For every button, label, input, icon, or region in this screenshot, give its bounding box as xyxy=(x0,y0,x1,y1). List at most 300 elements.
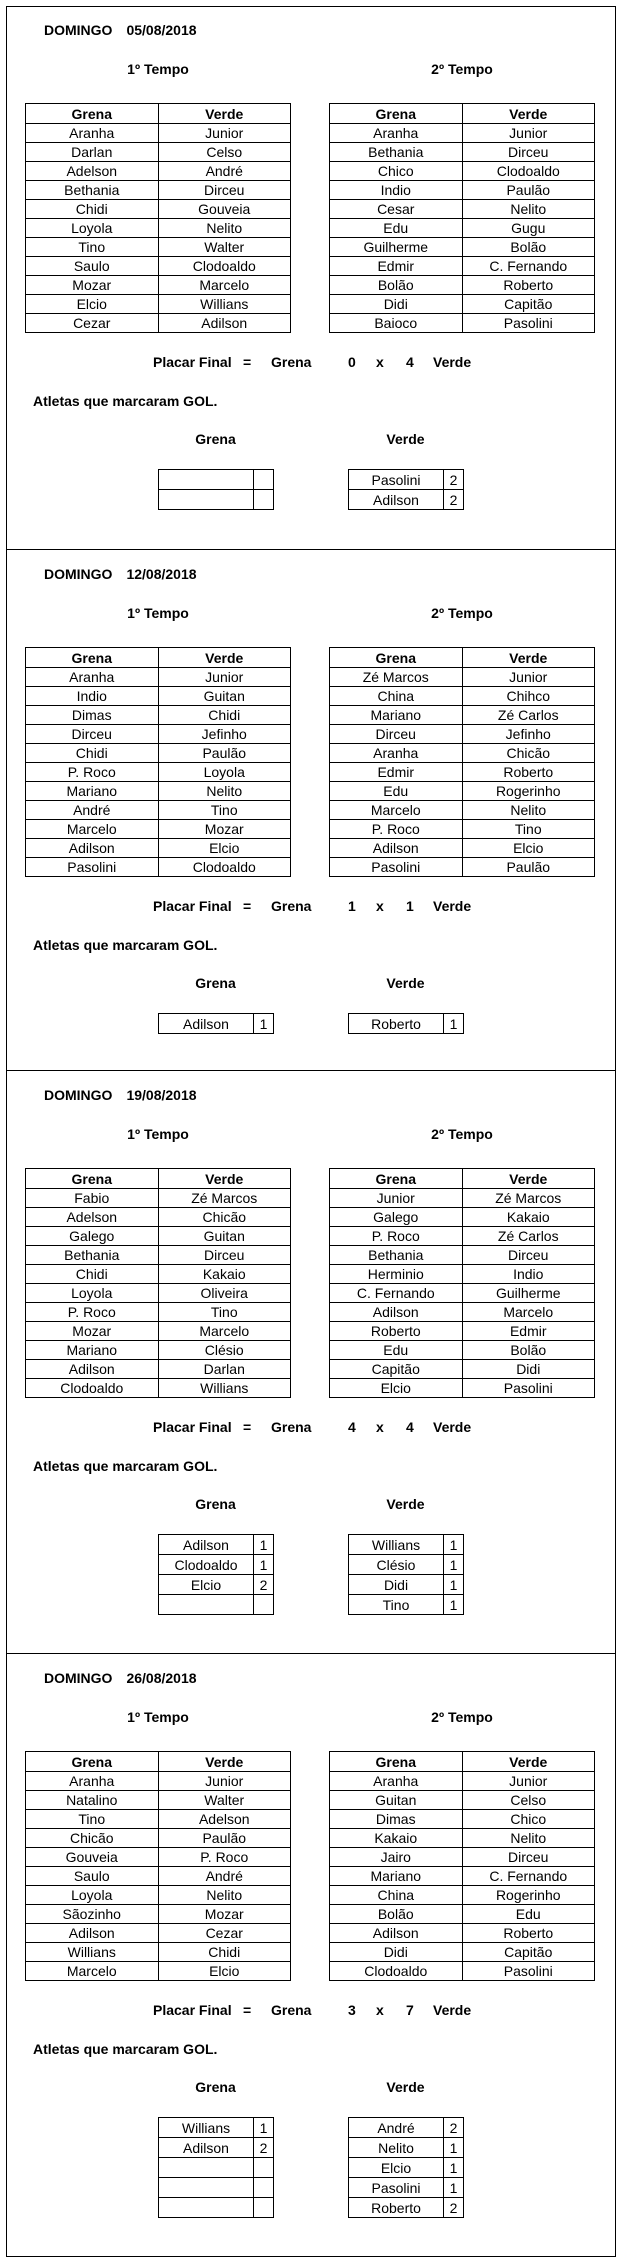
second-half-lineup-table xyxy=(329,103,595,333)
scorer-row xyxy=(159,1575,274,1595)
scorer-name: Clodoaldo xyxy=(159,1555,254,1575)
verde-player: Guilherme xyxy=(462,1284,595,1303)
lineup-row xyxy=(26,782,291,801)
lineup-row xyxy=(330,1867,595,1886)
lineup-row xyxy=(26,1227,291,1246)
lineup-header-row xyxy=(26,104,291,124)
scorer-goals: 1 xyxy=(444,2158,464,2178)
lineup-row xyxy=(330,314,595,333)
scorer-row xyxy=(159,1555,274,1575)
grena-player: P. Roco xyxy=(26,1303,159,1322)
lineup-row xyxy=(26,181,291,200)
grena-player: Sãozinho xyxy=(26,1905,159,1924)
verde-player: Chihco xyxy=(462,687,595,706)
verde-player: Elcio xyxy=(158,1962,291,1981)
lineup-header-row xyxy=(26,1169,291,1189)
verde-player: Kakaio xyxy=(462,1208,595,1227)
second-half-lineup-table xyxy=(329,647,595,877)
col-header-grena: Grena xyxy=(330,1169,463,1189)
game-date: 05/08/2018 xyxy=(126,22,197,38)
grena-player: Herminio xyxy=(330,1265,463,1284)
game-title xyxy=(44,1087,197,1103)
scorer-name xyxy=(159,490,254,510)
verde-player: Chidi xyxy=(158,706,291,725)
first-half-lineup-table xyxy=(25,647,291,877)
lineup-header-row xyxy=(330,104,595,124)
lineup-row xyxy=(26,276,291,295)
lineup-row xyxy=(26,162,291,181)
score-verde: 4 xyxy=(406,354,414,370)
grena-player: Edu xyxy=(330,219,463,238)
grena-player: Clodoaldo xyxy=(330,1962,463,1981)
verde-player: Nelito xyxy=(158,1886,291,1905)
lineup-row xyxy=(330,219,595,238)
grena-player: Chico xyxy=(330,162,463,181)
grena-player: Cezar xyxy=(26,314,159,333)
grena-player: Mozar xyxy=(26,1322,159,1341)
grena-player: Bethania xyxy=(330,143,463,162)
scorer-goals xyxy=(254,470,274,490)
lineup-row xyxy=(330,162,595,181)
lineup-row xyxy=(26,744,291,763)
scorer-name: Clésio xyxy=(349,1555,444,1575)
scorer-goals: 1 xyxy=(444,1535,464,1555)
scorers-heading: Atletas que marcaram GOL. xyxy=(33,393,218,409)
grena-player: Mariano xyxy=(330,706,463,725)
lineup-row xyxy=(330,839,595,858)
scorers-heading: Atletas que marcaram GOL. xyxy=(33,2041,218,2057)
grena-player: Natalino xyxy=(26,1791,159,1810)
verde-player: Celso xyxy=(158,143,291,162)
lineup-row xyxy=(26,200,291,219)
grena-player: Bethania xyxy=(26,1246,159,1265)
verde-player: Paulão xyxy=(158,744,291,763)
verde-player: Gouveia xyxy=(158,200,291,219)
lineup-header-row xyxy=(26,648,291,668)
lineup-row xyxy=(26,1886,291,1905)
score-x: x xyxy=(376,354,384,370)
grena-player: Adilson xyxy=(26,839,159,858)
col-header-grena: Grena xyxy=(26,104,159,124)
match-report-page xyxy=(6,6,616,2257)
lineup-row xyxy=(26,763,291,782)
grena-player: Roberto xyxy=(330,1322,463,1341)
lineup-row xyxy=(26,257,291,276)
scorer-row xyxy=(159,2118,274,2138)
grena-player: Marcelo xyxy=(330,801,463,820)
scorer-row xyxy=(349,2198,464,2218)
scorer-goals: 2 xyxy=(444,490,464,510)
verde-player: Loyola xyxy=(158,763,291,782)
lineup-row xyxy=(26,124,291,143)
day-label: DOMINGO xyxy=(44,1087,113,1103)
grena-player: Loyola xyxy=(26,1886,159,1905)
grena-player: Aranha xyxy=(330,744,463,763)
verde-player: Edmir xyxy=(462,1322,595,1341)
grena-player: Gouveia xyxy=(26,1848,159,1867)
grena-player: Cesar xyxy=(330,200,463,219)
lineup-row xyxy=(330,668,595,687)
lineup-row xyxy=(26,238,291,257)
scorer-name: André xyxy=(349,2118,444,2138)
scorer-goals xyxy=(254,2158,274,2178)
verde-player: Junior xyxy=(462,124,595,143)
scorer-goals xyxy=(254,1595,274,1615)
grena-player: Adelson xyxy=(26,162,159,181)
score-grena: 3 xyxy=(348,2002,356,2018)
scorer-goals: 2 xyxy=(444,2198,464,2218)
verde-player: Adilson xyxy=(158,314,291,333)
verde-player: Oliveira xyxy=(158,1284,291,1303)
lineup-row xyxy=(330,1227,595,1246)
grena-player: Jairo xyxy=(330,1848,463,1867)
lineup-row xyxy=(26,1867,291,1886)
verde-player: Nelito xyxy=(158,219,291,238)
second-half-lineup-table xyxy=(329,1751,595,1981)
verde-player: Clodoaldo xyxy=(158,257,291,276)
lineup-row xyxy=(26,314,291,333)
grena-player: Mariano xyxy=(26,1341,159,1360)
first-half-lineup-table xyxy=(25,103,291,333)
grena-player: Aranha xyxy=(330,1772,463,1791)
score-team-verde: Verde xyxy=(433,1419,472,1435)
scorer-name: Adilson xyxy=(159,1014,254,1034)
verde-player: Marcelo xyxy=(158,276,291,295)
second-half-lineup-table xyxy=(329,1168,595,1398)
verde-player: Nelito xyxy=(462,200,595,219)
grena-player: Bethania xyxy=(330,1246,463,1265)
lineup-row xyxy=(330,1886,595,1905)
lineup-row xyxy=(330,725,595,744)
score-team-verde: Verde xyxy=(433,2002,472,2018)
scorer-row xyxy=(349,1535,464,1555)
grena-player: Willians xyxy=(26,1943,159,1962)
score-team-grena: Grena xyxy=(271,1419,312,1435)
game-section xyxy=(7,1070,615,1653)
verde-player: Roberto xyxy=(462,276,595,295)
scorer-name: Elcio xyxy=(159,1575,254,1595)
scorer-row xyxy=(159,1014,274,1034)
lineup-row xyxy=(330,1848,595,1867)
scorer-goals: 1 xyxy=(254,2118,274,2138)
grena-player: Dirceu xyxy=(330,725,463,744)
game-title xyxy=(44,1670,197,1686)
scorer-row xyxy=(349,1555,464,1575)
score-grena: 1 xyxy=(348,898,356,914)
lineup-row xyxy=(26,687,291,706)
lineup-row xyxy=(26,1829,291,1848)
col-header-verde: Verde xyxy=(158,104,291,124)
col-header-verde: Verde xyxy=(462,1752,595,1772)
scorer-goals: 2 xyxy=(254,2138,274,2158)
scorer-row xyxy=(349,2158,464,2178)
lineup-row xyxy=(330,1284,595,1303)
lineup-row xyxy=(330,143,595,162)
lineup-row xyxy=(26,1341,291,1360)
placar-final-label: Placar Final xyxy=(153,354,232,370)
scorer-name: Elcio xyxy=(349,2158,444,2178)
game-date: 26/08/2018 xyxy=(126,1670,197,1686)
verde-player: Chicão xyxy=(462,744,595,763)
verde-player: Kakaio xyxy=(158,1265,291,1284)
verde-player: Capitão xyxy=(462,295,595,314)
grena-player: Mozar xyxy=(26,276,159,295)
grena-player: Chicão xyxy=(26,1829,159,1848)
scorer-name: Didi xyxy=(349,1575,444,1595)
scorers-team-grena: Grena xyxy=(195,431,236,447)
lineup-row xyxy=(26,725,291,744)
grena-player: Didi xyxy=(330,1943,463,1962)
score-grena: 0 xyxy=(348,354,356,370)
verde-player: Chico xyxy=(462,1810,595,1829)
lineup-row xyxy=(330,1379,595,1398)
equals-sign: = xyxy=(243,1419,252,1435)
score-x: x xyxy=(376,1419,384,1435)
verde-player: Walter xyxy=(158,1791,291,1810)
grena-player: Capitão xyxy=(330,1360,463,1379)
grena-player: Adelson xyxy=(26,1208,159,1227)
scorers-table-verde xyxy=(348,1013,464,1034)
verde-player: Paulão xyxy=(158,1829,291,1848)
scorers-table-grena xyxy=(158,1534,274,1615)
score-team-verde: Verde xyxy=(433,898,472,914)
scorers-team-verde: Verde xyxy=(386,431,425,447)
lineup-row xyxy=(26,1905,291,1924)
grena-player: P. Roco xyxy=(26,763,159,782)
lineup-row xyxy=(330,276,595,295)
col-header-verde: Verde xyxy=(462,648,595,668)
scorer-name: Adilson xyxy=(159,2138,254,2158)
verde-player: Pasolini xyxy=(462,1962,595,1981)
game-section xyxy=(7,549,615,1070)
verde-player: Zé Carlos xyxy=(462,706,595,725)
grena-player: Junior xyxy=(330,1189,463,1208)
grena-player: Tino xyxy=(26,238,159,257)
lineup-header-row xyxy=(330,1752,595,1772)
col-header-grena: Grena xyxy=(26,1752,159,1772)
scorer-goals: 1 xyxy=(444,1555,464,1575)
scorers-table-verde xyxy=(348,469,464,510)
placar-final-label: Placar Final xyxy=(153,2002,232,2018)
verde-player: André xyxy=(158,1867,291,1886)
grena-player: Zé Marcos xyxy=(330,668,463,687)
lineup-row xyxy=(330,1246,595,1265)
grena-player: Loyola xyxy=(26,219,159,238)
game-date: 19/08/2018 xyxy=(126,1087,197,1103)
grena-player: China xyxy=(330,1886,463,1905)
scorer-goals: 1 xyxy=(254,1535,274,1555)
lineup-row xyxy=(26,1303,291,1322)
verde-player: Pasolini xyxy=(462,314,595,333)
verde-player: Roberto xyxy=(462,763,595,782)
verde-player: C. Fernando xyxy=(462,1867,595,1886)
verde-player: Junior xyxy=(158,668,291,687)
col-header-grena: Grena xyxy=(330,648,463,668)
grena-player: Adilson xyxy=(330,839,463,858)
verde-player: Nelito xyxy=(462,801,595,820)
grena-player: Galego xyxy=(26,1227,159,1246)
col-header-grena: Grena xyxy=(330,104,463,124)
lineup-row xyxy=(330,1924,595,1943)
verde-player: Junior xyxy=(462,1772,595,1791)
grena-player: Mariano xyxy=(26,782,159,801)
verde-player: Paulão xyxy=(462,858,595,877)
grena-player: Edu xyxy=(330,782,463,801)
scorer-name xyxy=(159,2158,254,2178)
lineup-row xyxy=(330,1208,595,1227)
verde-player: Dirceu xyxy=(158,1246,291,1265)
lineup-row xyxy=(330,1962,595,1981)
grena-player: Aranha xyxy=(330,124,463,143)
scorer-name: Nelito xyxy=(349,2138,444,2158)
lineup-row xyxy=(330,1322,595,1341)
verde-player: Capitão xyxy=(462,1943,595,1962)
verde-player: Roberto xyxy=(462,1924,595,1943)
lineup-row xyxy=(26,801,291,820)
second-half-title: 2º Tempo xyxy=(431,1126,493,1142)
verde-player: Jefinho xyxy=(462,725,595,744)
placar-final-label: Placar Final xyxy=(153,1419,232,1435)
grena-player: Mariano xyxy=(330,1867,463,1886)
lineup-row xyxy=(26,1246,291,1265)
col-header-verde: Verde xyxy=(158,1169,291,1189)
scorers-team-verde: Verde xyxy=(386,1496,425,1512)
grena-player: Chidi xyxy=(26,200,159,219)
scorer-row xyxy=(159,2138,274,2158)
scorers-team-grena: Grena xyxy=(195,975,236,991)
verde-player: Rogerinho xyxy=(462,782,595,801)
scorers-team-verde: Verde xyxy=(386,975,425,991)
lineup-row xyxy=(330,1341,595,1360)
scorer-name xyxy=(159,1595,254,1615)
verde-player: Bolão xyxy=(462,1341,595,1360)
grena-player: Pasolini xyxy=(330,858,463,877)
lineup-row xyxy=(330,1810,595,1829)
score-x: x xyxy=(376,2002,384,2018)
score-verde: 7 xyxy=(406,2002,414,2018)
scorer-row xyxy=(159,470,274,490)
verde-player: Pasolini xyxy=(462,1379,595,1398)
first-half-title: 1º Tempo xyxy=(127,61,189,77)
lineup-row xyxy=(26,839,291,858)
col-header-grena: Grena xyxy=(26,648,159,668)
verde-player: Guitan xyxy=(158,687,291,706)
lineup-row xyxy=(26,1943,291,1962)
scorer-goals: 1 xyxy=(444,2178,464,2198)
grena-player: Darlan xyxy=(26,143,159,162)
col-header-verde: Verde xyxy=(462,1169,595,1189)
lineup-row xyxy=(330,1943,595,1962)
second-half-title: 2º Tempo xyxy=(431,605,493,621)
lineup-row xyxy=(330,1791,595,1810)
grena-player: P. Roco xyxy=(330,820,463,839)
col-header-grena: Grena xyxy=(330,1752,463,1772)
game-section xyxy=(7,1653,615,2256)
equals-sign: = xyxy=(243,2002,252,2018)
grena-player: Aranha xyxy=(26,124,159,143)
scorer-row xyxy=(159,1535,274,1555)
verde-player: Clodoaldo xyxy=(462,162,595,181)
scorer-goals xyxy=(254,2198,274,2218)
lineup-row xyxy=(330,820,595,839)
grena-player: Guitan xyxy=(330,1791,463,1810)
lineup-row xyxy=(26,1360,291,1379)
game-date: 12/08/2018 xyxy=(126,566,197,582)
grena-player: Aranha xyxy=(26,1772,159,1791)
lineup-row xyxy=(26,219,291,238)
score-grena: 4 xyxy=(348,1419,356,1435)
game-title xyxy=(44,22,197,38)
grena-player: C. Fernando xyxy=(330,1284,463,1303)
lineup-row xyxy=(330,295,595,314)
lineup-row xyxy=(330,687,595,706)
verde-player: Walter xyxy=(158,238,291,257)
verde-player: Celso xyxy=(462,1791,595,1810)
grena-player: Bethania xyxy=(26,181,159,200)
verde-player: Dirceu xyxy=(158,181,291,200)
verde-player: Nelito xyxy=(462,1829,595,1848)
verde-player: Zé Carlos xyxy=(462,1227,595,1246)
scorer-row xyxy=(349,2138,464,2158)
day-label: DOMINGO xyxy=(44,22,113,38)
scorer-row xyxy=(159,2198,274,2218)
scorers-team-grena: Grena xyxy=(195,2079,236,2095)
scorers-table-verde xyxy=(348,2117,464,2218)
verde-player: Chidi xyxy=(158,1943,291,1962)
lineup-row xyxy=(26,1924,291,1943)
scorers-table-grena xyxy=(158,1013,274,1034)
grena-player: Aranha xyxy=(26,668,159,687)
grena-player: Elcio xyxy=(26,295,159,314)
verde-player: Marcelo xyxy=(462,1303,595,1322)
lineup-row xyxy=(26,1810,291,1829)
grena-player: Elcio xyxy=(330,1379,463,1398)
lineup-row xyxy=(330,257,595,276)
lineup-header-row xyxy=(330,648,595,668)
game-title xyxy=(44,566,197,582)
score-x: x xyxy=(376,898,384,914)
scorer-goals: 1 xyxy=(444,1595,464,1615)
verde-player: P. Roco xyxy=(158,1848,291,1867)
scorer-goals: 2 xyxy=(444,470,464,490)
scorers-table-verde xyxy=(348,1534,464,1615)
lineup-row xyxy=(330,1303,595,1322)
lineup-row xyxy=(330,1905,595,1924)
lineup-row xyxy=(26,858,291,877)
day-label: DOMINGO xyxy=(44,566,113,582)
verde-player: Nelito xyxy=(158,782,291,801)
scorer-name xyxy=(159,470,254,490)
grena-player: Indio xyxy=(26,687,159,706)
lineup-row xyxy=(26,1322,291,1341)
scorer-goals: 1 xyxy=(254,1014,274,1034)
scorer-name: Willians xyxy=(349,1535,444,1555)
lineup-row xyxy=(330,200,595,219)
verde-player: Tino xyxy=(158,1303,291,1322)
first-half-title: 1º Tempo xyxy=(127,1126,189,1142)
scorer-name: Pasolini xyxy=(349,470,444,490)
scorer-row xyxy=(349,1014,464,1034)
verde-player: Junior xyxy=(158,1772,291,1791)
scorers-table-grena xyxy=(158,469,274,510)
grena-player: Adilson xyxy=(330,1303,463,1322)
verde-player: C. Fernando xyxy=(462,257,595,276)
first-half-title: 1º Tempo xyxy=(127,1709,189,1725)
scorer-row xyxy=(349,1595,464,1615)
verde-player: Elcio xyxy=(462,839,595,858)
verde-player: Dirceu xyxy=(462,143,595,162)
second-half-title: 2º Tempo xyxy=(431,61,493,77)
